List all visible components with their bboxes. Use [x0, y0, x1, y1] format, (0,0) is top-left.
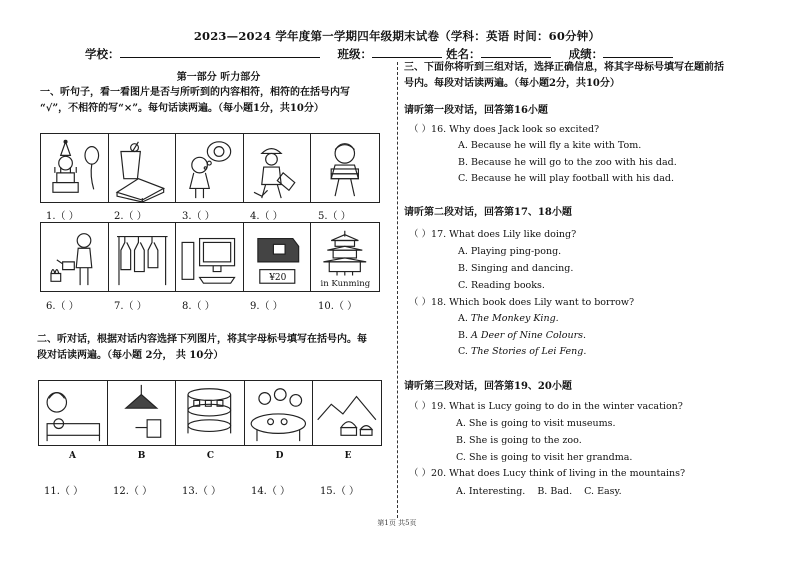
name-field[interactable]: [481, 46, 551, 58]
q20-option-a[interactable]: A. Interesting.: [456, 486, 526, 497]
answer-row-2: [40, 297, 380, 312]
q17-option-c[interactable]: C. Reading books.: [458, 280, 545, 291]
price-tag: ¥20: [269, 273, 287, 283]
birthday-cake-picture: [41, 134, 109, 202]
picture-d-family-dinner: [245, 381, 314, 445]
q5-answer-blank[interactable]: 5.（ ）: [318, 211, 351, 222]
q16-option-a[interactable]: A. Because he will fly a kite with Tom.: [458, 140, 642, 151]
question-20: （ ）20. What does Lucy think of living in the mountains?: [409, 468, 686, 479]
section1-line2: “√”，不相符的写“×”。每句话读两遍。（每小题1分，共10分）: [40, 103, 324, 114]
worker-picture: [244, 134, 312, 202]
q9-answer-blank[interactable]: 9.（ ）: [250, 301, 283, 312]
school-field[interactable]: [120, 46, 320, 58]
part1-title: 第一部分 听力部分: [176, 72, 261, 83]
picture-letter-row: [38, 451, 382, 461]
girl-thinking-picture: [176, 134, 244, 202]
picture-row-2: [40, 222, 380, 292]
picture-label-b: B: [137, 451, 146, 461]
q13-answer-blank[interactable]: 13.（ ）: [181, 486, 222, 497]
q14-answer-blank[interactable]: 14.（ ）: [250, 486, 291, 497]
section3-instructions: [404, 60, 784, 92]
class-field[interactable]: [372, 46, 442, 58]
q20-option-b[interactable]: B. Bad.: [537, 486, 573, 497]
q11-answer-blank[interactable]: 11.（ ）: [44, 486, 84, 497]
q18-letter-a: A.: [458, 313, 471, 324]
kunming-temple-picture: [311, 223, 379, 291]
q18-letter-b: B.: [458, 330, 472, 341]
computer-picture: [176, 223, 244, 291]
clothes-rack-picture: [109, 223, 177, 291]
q18-option-a[interactable]: [458, 313, 559, 325]
q16-option-c[interactable]: C. Because he will play football with his dad.: [458, 173, 675, 184]
q4-answer-blank[interactable]: 4.（ ）: [250, 211, 283, 222]
q18-option-c-text: The Stories of Lei Feng.: [470, 346, 587, 357]
q19-option-b[interactable]: B. She is going to the zoo.: [456, 435, 582, 446]
answer-row-3: [40, 482, 384, 497]
q20-options-row: [456, 486, 622, 498]
drink-and-sandwich-picture: [109, 134, 177, 202]
q20-option-c[interactable]: C. Easy.: [584, 486, 622, 497]
picture-c-store-shelves: [176, 381, 245, 445]
dialog3-heading: 请听第三段对话，回答第19、20小题: [404, 381, 572, 392]
q15-answer-blank[interactable]: 15.（ ）: [319, 486, 360, 497]
kunming-label: in Kunming: [320, 279, 371, 289]
picture-b-lamp-switch: [108, 381, 177, 445]
q19-option-a[interactable]: A. She is going to visit museums.: [456, 418, 616, 429]
score-field[interactable]: [603, 46, 673, 58]
boy-with-books-picture: [311, 134, 379, 202]
question-16: （ ）16. Why does Jack look so excited?: [409, 124, 600, 135]
q1-answer-blank[interactable]: 1.（ ）: [46, 211, 79, 222]
section2-instructions: [37, 332, 397, 364]
q18-letter-c: C.: [458, 346, 471, 357]
watering-plants-picture: [41, 223, 109, 291]
section1-line1: 一、听句子，看一看图片是否与所听到的内容相符，相符的在括号内写: [40, 87, 350, 98]
q8-answer-blank[interactable]: 8.（ ）: [182, 301, 215, 312]
question-17: （ ）17. What does Lily like doing?: [409, 229, 577, 240]
q17-option-b[interactable]: B. Singing and dancing.: [458, 263, 574, 274]
section2-line1: 二、听对话，根据对话内容选择下列图片，将其字母标号填写在括号内。每: [37, 334, 367, 345]
score-label: 成绩：: [568, 47, 604, 61]
q16-option-b[interactable]: B. Because he will go to the zoo with his dad.: [458, 157, 677, 168]
q6-answer-blank[interactable]: 6.（ ）: [46, 301, 79, 312]
question-19: （ ）19. What is Lucy going to do in the winter vacation?: [409, 401, 683, 412]
page-footer: 第1页 共5页: [377, 519, 417, 527]
q2-answer-blank[interactable]: 2.（ ）: [114, 211, 147, 222]
section1-instructions: [40, 85, 400, 117]
picture-label-e: E: [344, 451, 352, 461]
q12-answer-blank[interactable]: 12.（ ）: [112, 486, 153, 497]
class-label: 班级：: [337, 47, 373, 61]
q3-answer-blank[interactable]: 3.（ ）: [182, 211, 215, 222]
q18-option-a-text: The Monkey King.: [470, 313, 559, 324]
q18-option-b-text: A Deer of Nine Colours.: [471, 330, 587, 341]
question-18: （ ）18. Which book does Lily want to borrow?: [409, 297, 635, 308]
section3-line2: 号内。每段对话读两遍。（每小题2分，共10分）: [404, 78, 620, 89]
q10-answer-blank[interactable]: 10.（ ）: [318, 301, 358, 312]
pencil-sharpener-picture: [244, 223, 312, 291]
dialog1-heading: 请听第一段对话，回答第16小题: [404, 105, 548, 116]
answer-row-1: [40, 207, 380, 222]
picture-a-sick-child: [39, 381, 108, 445]
dialog2-heading: 请听第二段对话，回答第17、18小题: [404, 207, 572, 218]
picture-e-yurts-mountains: [313, 381, 381, 445]
column-divider: [397, 62, 398, 518]
q18-option-c[interactable]: [458, 346, 586, 358]
section3-line1: 三、下面你将听到三组对话，选择正确信息，将其字母标号填写在题前括: [404, 62, 724, 73]
section2-line2: 段对话读两遍。（每小题 2分， 共 10分）: [37, 350, 224, 361]
q19-option-c[interactable]: C. She is going to visit her grandma.: [456, 452, 633, 463]
picture-label-c: C: [206, 451, 215, 461]
q7-answer-blank[interactable]: 7.（ ）: [114, 301, 147, 312]
picture-row-3: [38, 380, 382, 446]
picture-label-d: D: [275, 451, 284, 461]
picture-label-a: A: [69, 451, 76, 461]
name-label: 姓名：: [446, 47, 481, 61]
exam-title: 2023—2024 学年度第一学期四年级期末试卷（学科：英语 时间：60分钟）: [193, 29, 601, 43]
picture-row-1: [40, 133, 380, 203]
school-label: 学校：: [85, 47, 120, 61]
q17-option-a[interactable]: A. Playing ping-pong.: [458, 246, 562, 257]
q18-option-b[interactable]: [458, 330, 586, 342]
